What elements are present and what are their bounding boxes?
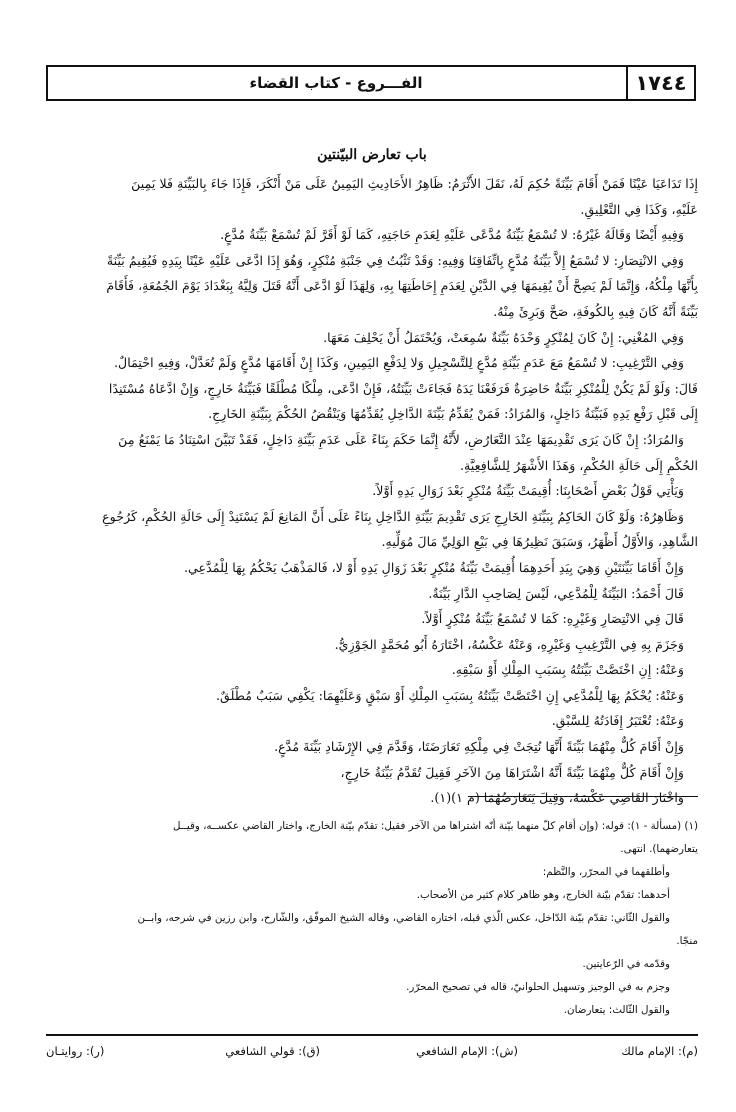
page-header [46, 65, 696, 101]
text-line: وَجَزَمَ بِهِ فِي التَّرْغِيبِ وَغَيْرِهِ، وَعَنْهُ عَكْسُهُ، اخْتَارَهُ أَبُو مُحَمَّدٍ الجَوْزِيُّ. [334, 636, 684, 652]
text-line: إِذَا تَدَاعَيَا عَيْنًا فَمَنْ أَقَامَ بَيِّنَةً حُكِمَ لَهُ، نَقَلَ الأَثْرَمُ: ظَاهِرُ الأَحَادِيثِ اليَمِينُ عَلَى مَنْ أَنْكَرَ، فَإِذَا جَاءَ بِالبَيِّنَةِ فَلا يَمِينَ [131, 176, 698, 191]
text-line: وَإِنْ أَقَامَ كُلٌّ مِنْهُمَا بَيِّنَةً أَنَّهُ اشْتَرَاهَا مِنَ الآخَرِ فَقِيلَ تُقَدَّمُ بَيِّنَةُ خَارِجٍ، [340, 764, 684, 780]
footnote-line: وجزم به في الوجيز وتسهيل الحلوانيّ، قاله في تصحيح المحرّر. [406, 981, 670, 993]
text-line: وَفِيهِ أَيْضًا وَقَالَهُ غَيْرُهُ: لا تُسْمَعُ بَيِّنَةُ مُدَّعًى عَلَيْهِ لِعَدَمِ حَاجَتِهِ، كَمَا لَوْ أَقَرَّ لَمْ تُسْمَعْ بَيِّنَةُ مُدَّعٍ. [220, 227, 684, 243]
footnote-line: وأطلقهما في المحرّر، والنَّظم: [542, 866, 670, 878]
text-line: قَالَ: وَلَوْ لَمْ يَكُنْ لِلْمُنْكِرِ بَيِّنَةٌ حَاضِرَةٌ فَرَفَعْنَا يَدَهُ فَجَاءَتْ بَيِّنَتُهُ، فَإِنْ ادَّعَى، مِلْكًا مُطْلَقًا فَبَيِّنَةُ خَارِجٍ، وَإِنْ ادَّعَاهُ مُسْتَنِدًا [108, 380, 698, 396]
footnote-line: يتعارضهما). انتهى. [620, 843, 698, 855]
text-line: وَعَنْهُ: إِنِ اخْتَصَّتْ بَيِّنَتُهُ بِسَبَبِ المِلْكِ أَوْ سَبْقِهِ. [451, 662, 684, 678]
footnote-line: والقول الثّاني: تقدّم بيّنة الدّاخل، عكس الّذي قبله، اختاره القاضي، وقاله الشيخ الموفّق، والشّارح، وابن رزين في شرحه، وابــن [137, 912, 670, 924]
page [46, 65, 698, 1065]
text-line: وَفِي التَّرْغِيبِ: لا تُسْمَعُ مَعَ عَدَمِ بَيِّنَةِ مُدَّعٍ لِلتَّسْجِيلِ وَلا لِدَفْعِ اليَمِينِ، وَكَذَا إِنْ أَقَامَهَا مُدَّعٍ وَلَمْ تُعَدَّلْ، وَفِيهِ احْتِمَالٌ. [113, 355, 684, 371]
text-line: إِلَى قَبْلِ رَفْعِ يَدِهِ فَبَيِّنَةُ دَاخِلٍ، وَالمُرَادُ: فَمَنْ يُقَدِّمُ بَيِّنَةَ الدَّاخِلِ يُقَدِّمُهَا وَيَنْقُضُ الحُكْمَ بِبَيِّنَةِ الخَارِجِ. [208, 406, 698, 422]
text-line: وَيَأْتِي قَوْلُ بَعْضِ أَصْحَابِنَا: أُقِيمَتْ بَيِّنَةُ مُنْكِرٍ بَعْدَ زَوَالِ يَدِهِ أَوَّلاً. [372, 483, 684, 499]
footer-legend-sh: (ش): الإمام الشافعي [416, 1044, 518, 1058]
text-line: الشَّاهِدِ، وَالأَوَّلُ أَظْهَرُ، وَسَبَقَ نَظِيرُهَا فِي بَيْعِ الوَلِيِّ مَالَ مُوَلِّيهِ. [381, 534, 698, 550]
text-line: وَإِنْ أَقَامَا بَيِّنَتَيْنِ وَهِيَ بِيَدِ أَحَدِهِمَا أُقِيمَتْ بَيِّنَةُ مُنْكِرٍ بَعْدَ زَوَالِ يَدِهِ أَوْ لا، فَالمَذْهَبُ يَحْكُمُ بِهَا لِلْمُدَّعِي. [183, 559, 684, 575]
text-line: بِأَنَّهَا مِلْكُهُ، وَإِنَّمَا لَمْ يَصِحَّ أَنْ يُقِيمَهَا فِي الدَّيْنِ لِعَدَمِ إِحَاطَتِهَا بِهِ، وَلِهَذَا لَوْ ادَّعَى أَنَّهُ قَتَلَ وَلِيَّهُ بِبَغْدَادَ يَوْمَ الجُمُعَةِ، فَأَقَامَ [106, 278, 698, 294]
text-line: بَيِّنَةً أَنَّهُ كَانَ فِيهِ بِالكُوفَةِ، صَحَّ وَبَرِئَ مِنْهُ. [493, 303, 698, 319]
main-text [46, 171, 698, 811]
footer-legend-r: (ر): روايتـان [46, 1044, 105, 1058]
text-line: وَعَنْهُ: يُحْكَمُ بِهَا لِلْمُدَّعِي إِنِ اخْتَصَّتْ بَيِّنَتُهُ بِسَبَبِ المِلْكِ أَوْ سَبْقٍ وَعَلَيْهِمَا: يَكْفِي سَبَبٌ مُطْلَقٌ. [216, 687, 684, 703]
text-line: وَفِي الانْتِصَارِ: لا تُسْمَعُ إِلاَّ بَيِّنَةُ مُدَّعٍ بِاتِّفَاقِنَا وَفِيهِ: وَقَدْ تَثْبُتُ فِي جَنْبَةِ مُنْكِرٍ، وَهُوَ إِذَا ادَّعَى عَلَيْهِ عَيْنًا بِيَدِهِ فَيُقِيمُ بَيِّنَةً [106, 252, 684, 268]
footnote-line: أحدهما: تقدّم بيّنة الخارج، وهو ظاهر كلام كثير من الأصحاب. [416, 889, 670, 901]
text-line: وَإِنْ أَقَامَ كُلٌّ مِنْهُمَا بَيِّنَةً أَنَّهَا نُتِجَتْ فِي مِلْكِهِ تَعَارَضَتَا، وَقَدَّمَ فِي الإِرْشَادِ بَيِّنَةَ مُدَّعٍ. [274, 739, 684, 755]
text-line: وَاخْتَارَ القَاضِي عَكْسَهُ، وَقِيلَ يَتَعَارَضُهُمَا (م ١)(١). [430, 790, 684, 806]
chapter-title: باب تعارض البيّنتين [317, 147, 427, 163]
text-line: وَفِي المُغْنِي: إِنْ كَانَ لِمُنْكِرٍ وَحْدَهُ بَيِّنَةٌ سُمِعَتْ، وَيُحْتَمَلُ أَنْ يَحْلِفَ مَعَهَا. [323, 329, 684, 345]
text-line: وَعَنْهُ: تُعْتَبَرُ إِفَادَتُهُ لِلسَّبْقِ. [551, 713, 684, 729]
footnotes [46, 815, 698, 1022]
footnote-separator [468, 796, 698, 797]
footnote-line: (١) (مسألة - ١): قوله: (وإن أقام كلّ منهما بيّنة أنّه اشتراها من الآخر فقيل: تقدّم بيّنة الخارج، واختار القاضي عكســه، وقيــل [173, 820, 698, 832]
footnote-line: وقدّمه في الرّعايتين. [582, 958, 670, 970]
page-footer [46, 1034, 698, 1064]
text-line: وَالمُرَادُ: إِنْ كَانَ يَرَى تَقْدِيمَهَا عِنْدَ التَّعَارُضِ، لأَنَّهُ إِنَّمَا حَكَمَ بِنَاءً عَلَى عَدَمِ بَيِّنَةِ دَاخِلٍ، فَقَدْ تَبَيَّنَ اسْتِنَادُ مَا يَمْنَعُ مِنَ [118, 431, 684, 447]
text-line: عَلَيْهِ، وَكَذَا فِي التَّعْلِيقِ. [580, 201, 698, 217]
text-line: الحُكْمِ إِلَى حَالَةِ الحُكْمِ، وَهَذَا الأَشْهَرُ لِلشَّافِعِيَّةِ. [459, 457, 698, 473]
footnote-line: والقول الثّالث: يتعارضان. [563, 1004, 670, 1016]
text-line: قَالَ أَحْمَدُ: البَيِّنَةُ لِلْمُدَّعِي، لَيْسَ لِصَاحِبِ الدَّارِ بَيِّنَةٌ. [428, 585, 684, 601]
running-title: الفـــروع - كتاب القضاء [249, 74, 423, 92]
footnote-line: منجّا. [676, 935, 698, 947]
footer-legend-m: (م): الإمام مالك [621, 1044, 698, 1058]
text-line: قَالَ فِي الانْتِصَارِ وَغَيْرِهِ: كَمَا لا تُسْمَعُ بَيِّنَةُ مُنْكِرٍ أَوَّلاً. [421, 611, 684, 627]
page-number: ١٧٤٤ [626, 67, 694, 99]
footer-legend-q: (ق): قولي الشافعي [225, 1044, 320, 1058]
text-line: وَظَاهِرُهُ: وَلَوْ كَانَ الحَاكِمُ بِبَيِّنَةِ الخَارِجِ يَرَى تَقْدِيمَ بَيِّنَةِ الدَّاخِلِ بِنَاءً عَلَى أَنَّ المَانِعَ لَمْ يَسْتَنِدْ إِلَى حَالَةِ الحُكْمِ، كَرُجُوعِ [102, 508, 684, 524]
